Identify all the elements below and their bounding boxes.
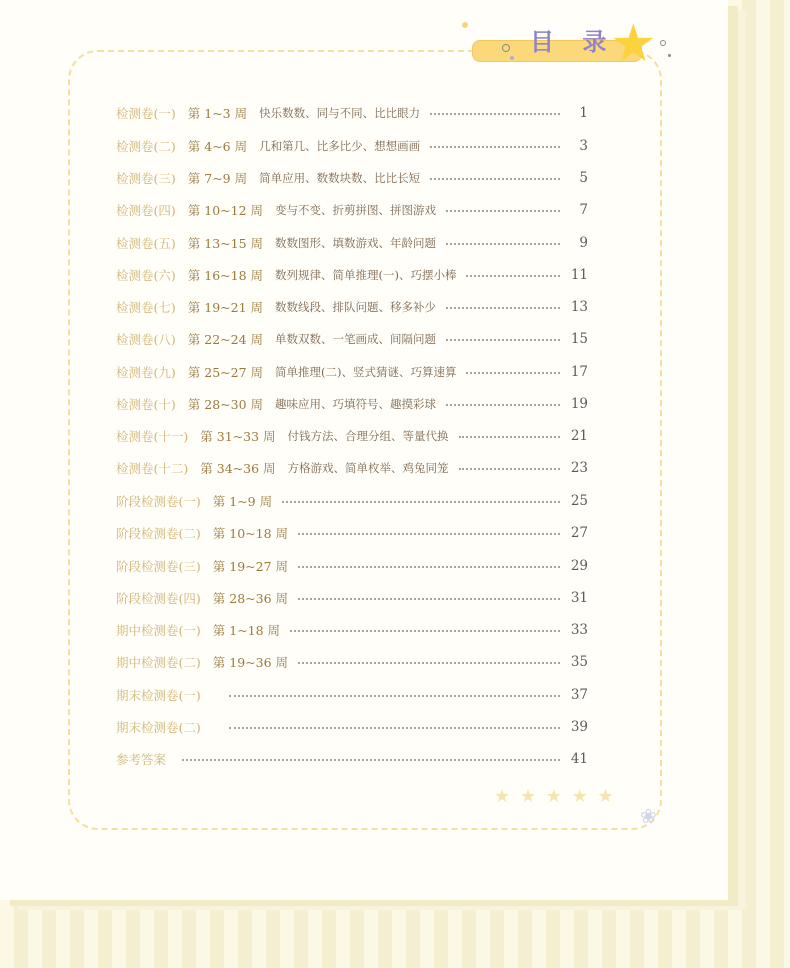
entry-page-number: 17 bbox=[570, 364, 588, 380]
entry-topics: 数列规律、简单推理(一)、巧摆小棒 bbox=[275, 268, 457, 282]
entry-title: 检测卷(一) bbox=[116, 106, 176, 121]
dot-leader bbox=[466, 275, 560, 277]
toc-entry[interactable] bbox=[116, 555, 588, 577]
entry-page-number: 29 bbox=[570, 558, 588, 574]
toc-entry[interactable] bbox=[116, 361, 588, 383]
entry-title: 参考答案 bbox=[116, 752, 167, 767]
toc-entry[interactable] bbox=[116, 619, 588, 641]
dot-leader bbox=[446, 339, 560, 341]
entry-title: 检测卷(五) bbox=[116, 236, 176, 251]
entry-weeks: 第 28~36 周 bbox=[212, 591, 288, 606]
entry-page-number: 27 bbox=[570, 525, 588, 541]
entry-weeks: 第 34~36 周 bbox=[200, 461, 276, 476]
entry-page-number: 25 bbox=[570, 493, 588, 509]
entry-page-number: 9 bbox=[579, 235, 588, 251]
toc-entry[interactable] bbox=[116, 587, 588, 609]
entry-page-number: 41 bbox=[570, 751, 588, 767]
entry-title: 检测卷(十) bbox=[116, 397, 176, 412]
entry-weeks: 第 4~6 周 bbox=[187, 139, 248, 154]
dot-leader bbox=[229, 727, 560, 729]
entry-topics: 几和第几、比多比少、想想画画 bbox=[259, 139, 421, 153]
dot-leader bbox=[459, 468, 561, 470]
entry-weeks: 第 31~33 周 bbox=[200, 429, 276, 444]
entry-page-number: 1 bbox=[579, 105, 588, 121]
entry-page-number: 13 bbox=[570, 299, 588, 315]
entry-weeks: 第 13~15 周 bbox=[187, 236, 263, 251]
toc-entry[interactable] bbox=[116, 748, 588, 770]
entry-topics: 付钱方法、合理分组、等量代换 bbox=[287, 429, 449, 443]
toc-entry[interactable] bbox=[116, 393, 588, 415]
entry-topics: 方格游戏、简单枚举、鸡兔同笼 bbox=[287, 461, 449, 475]
entry-title: 阶段检测卷(二) bbox=[116, 526, 201, 541]
entry-title: 检测卷(三) bbox=[116, 171, 176, 186]
toc-entry[interactable] bbox=[116, 102, 588, 124]
entry-title: 期末检测卷(二) bbox=[116, 720, 201, 735]
entry-page-number: 7 bbox=[579, 202, 588, 218]
entry-topics: 简单推理(二)、竖式猜谜、巧算速算 bbox=[275, 365, 457, 379]
stars-decoration-icon: ★ ★ ★ ★ ★ bbox=[494, 786, 616, 807]
dot-leader bbox=[430, 178, 560, 180]
entry-page-number: 23 bbox=[570, 460, 588, 476]
page-title: 目 录 bbox=[530, 27, 617, 56]
entry-topics: 简单应用、数数块数、比比长短 bbox=[259, 171, 421, 185]
entry-weeks: 第 7~9 周 bbox=[187, 171, 248, 186]
entry-title: 检测卷(四) bbox=[116, 203, 176, 218]
entry-page-number: 39 bbox=[570, 719, 588, 735]
dot-leader bbox=[298, 566, 560, 568]
entry-weeks: 第 28~30 周 bbox=[187, 397, 263, 412]
toc-entry[interactable] bbox=[116, 296, 588, 318]
entry-title: 检测卷(九) bbox=[116, 365, 176, 380]
toc-entry[interactable] bbox=[116, 457, 588, 479]
entry-weeks: 第 19~21 周 bbox=[187, 300, 263, 315]
entry-title: 检测卷(七) bbox=[116, 300, 176, 315]
entry-weeks: 第 25~27 周 bbox=[187, 365, 263, 380]
entry-weeks: 第 19~27 周 bbox=[212, 559, 288, 574]
toc-entry[interactable] bbox=[116, 328, 588, 350]
dot-leader bbox=[446, 307, 560, 309]
dot-decoration-icon bbox=[510, 56, 514, 60]
entry-topics: 变与不变、折剪拼图、拼图游戏 bbox=[275, 203, 436, 217]
entry-title: 期中检测卷(一) bbox=[116, 623, 201, 638]
toc-entry[interactable] bbox=[116, 684, 588, 706]
entry-weeks: 第 10~18 周 bbox=[212, 526, 288, 541]
entry-title: 阶段检测卷(四) bbox=[116, 591, 201, 606]
entry-topics: 快乐数数、同与不同、比比眼力 bbox=[259, 106, 421, 120]
dot-leader bbox=[298, 533, 560, 535]
toc-entry[interactable] bbox=[116, 232, 588, 254]
circle-decoration-icon bbox=[660, 40, 666, 46]
bear-decoration-icon: ❀ bbox=[640, 804, 657, 828]
entry-page-number: 15 bbox=[570, 331, 588, 347]
toc-entry[interactable] bbox=[116, 425, 588, 447]
entry-weeks: 第 22~24 周 bbox=[187, 332, 263, 347]
entry-title: 检测卷(十一) bbox=[116, 429, 189, 444]
entry-topics: 数数线段、排队问题、移多补少 bbox=[275, 300, 436, 314]
entry-page-number: 35 bbox=[570, 654, 588, 670]
entry-title: 检测卷(六) bbox=[116, 268, 176, 283]
entry-title: 检测卷(二) bbox=[116, 139, 176, 154]
dot-leader bbox=[446, 210, 560, 212]
dot-leader bbox=[446, 404, 560, 406]
toc-entry[interactable] bbox=[116, 135, 588, 157]
entry-page-number: 21 bbox=[570, 428, 588, 444]
dot-leader bbox=[298, 598, 560, 600]
entry-page-number: 19 bbox=[570, 396, 588, 412]
dot-leader bbox=[466, 372, 560, 374]
entry-title: 期中检测卷(二) bbox=[116, 655, 201, 670]
toc-entry[interactable] bbox=[116, 651, 588, 673]
star-icon: ★ bbox=[610, 14, 657, 74]
dot-leader bbox=[430, 146, 560, 148]
entry-page-number: 5 bbox=[579, 170, 588, 186]
entry-title: 阶段检测卷(一) bbox=[116, 494, 201, 509]
dot-decoration-icon bbox=[668, 54, 671, 57]
toc-entry[interactable] bbox=[116, 716, 588, 738]
entry-weeks: 第 16~18 周 bbox=[187, 268, 263, 283]
dot-leader bbox=[229, 695, 560, 697]
dot-leader bbox=[446, 243, 560, 245]
entry-title: 期末检测卷(一) bbox=[116, 688, 201, 703]
entry-page-number: 31 bbox=[570, 590, 588, 606]
toc-entry[interactable] bbox=[116, 522, 588, 544]
entry-page-number: 11 bbox=[570, 267, 588, 283]
entry-weeks: 第 1~9 周 bbox=[212, 494, 273, 509]
entry-weeks: 第 10~12 周 bbox=[187, 203, 263, 218]
dot-decoration-icon bbox=[462, 22, 468, 28]
toc-entry[interactable] bbox=[116, 264, 588, 286]
toc-entry[interactable] bbox=[116, 167, 588, 189]
entry-weeks: 第 1~18 周 bbox=[212, 623, 281, 638]
entry-topics: 趣味应用、巧填符号、趣摸彩球 bbox=[275, 397, 436, 411]
entry-title: 阶段检测卷(三) bbox=[116, 559, 201, 574]
dot-leader bbox=[290, 630, 560, 632]
entry-topics: 数数图形、填数游戏、年龄问题 bbox=[275, 236, 436, 250]
dot-leader bbox=[182, 759, 560, 761]
circle-decoration-icon bbox=[502, 44, 510, 52]
entry-page-number: 3 bbox=[579, 138, 588, 154]
dot-leader bbox=[282, 501, 560, 503]
dot-leader bbox=[430, 113, 560, 115]
toc-entry[interactable] bbox=[116, 199, 588, 221]
dot-leader bbox=[459, 436, 561, 438]
entry-title: 检测卷(十二) bbox=[116, 461, 189, 476]
entry-page-number: 37 bbox=[570, 687, 588, 703]
entry-weeks: 第 19~36 周 bbox=[212, 655, 288, 670]
entry-title: 检测卷(八) bbox=[116, 332, 176, 347]
entry-topics: 单数双数、一笔画成、间隔问题 bbox=[275, 332, 436, 346]
dot-leader bbox=[298, 662, 560, 664]
entry-page-number: 33 bbox=[570, 622, 588, 638]
entry-weeks: 第 1~3 周 bbox=[187, 106, 248, 121]
toc-entry[interactable] bbox=[116, 490, 588, 512]
